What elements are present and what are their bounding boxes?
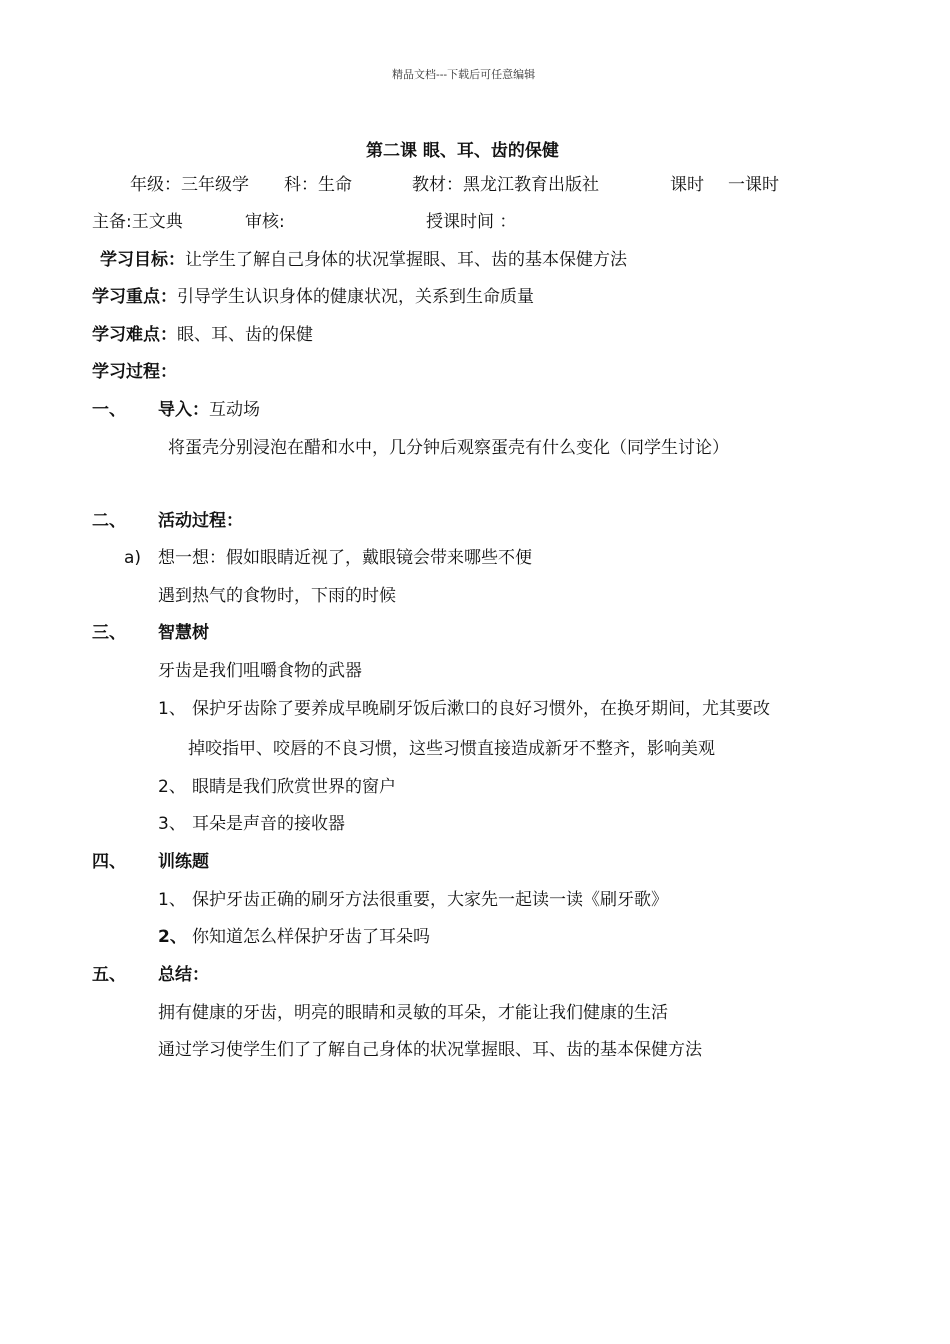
section-1-text: 将蛋壳分别浸泡在醋和水中，几分钟后观察蛋壳有什么变化（同学生讨论） — [168, 438, 729, 458]
section-3-item-1-text: 保护牙齿除了要养成早晚刷牙饭后漱口的良好习惯外，在换牙期间，尤其要改 — [192, 699, 770, 719]
key-text: 引导学生认识身体的健康状况，关系到生命质量 — [177, 287, 534, 307]
section-3-item-3-text: 耳朵是声音的接收器 — [192, 814, 345, 834]
section-1-label-rest: 互动场 — [209, 400, 260, 420]
subject-label: 科：生命 — [284, 175, 352, 195]
prep-teacher: 主备:王文典 — [92, 212, 183, 232]
section-1-heading — [158, 399, 260, 421]
section-3-item-2-mark: 2、 — [158, 777, 186, 797]
section-5-number: 五、 — [92, 965, 126, 985]
goal-line — [100, 249, 627, 271]
period-label: 课时 — [670, 175, 704, 195]
page-header: 精品文档---下载后可任意编辑 — [392, 68, 536, 81]
textbook-label: 教材：黑龙江教育出版社 — [412, 175, 599, 195]
key-line — [92, 286, 534, 308]
section-5-line-1: 拥有健康的牙齿，明亮的眼睛和灵敏的耳朵，才能让我们健康的生活 — [158, 1003, 668, 1023]
lesson-title: 第二课 眼、耳、齿的保健 — [366, 141, 559, 161]
section-3-intro: 牙齿是我们咀嚼食物的武器 — [158, 661, 362, 681]
section-5-line-2: 通过学习使学生们了了解自己身体的状况掌握眼、耳、齿的基本保健方法 — [158, 1040, 702, 1060]
section-3-item-1-mark: 1、 — [158, 699, 186, 719]
difficulty-text: 眼、耳、齿的保健 — [177, 325, 313, 345]
section-4-item-1-mark: 1、 — [158, 890, 186, 910]
section-4-item-2-text: 你知道怎么样保护牙齿了耳朵吗 — [192, 927, 430, 947]
section-5-label: 总结： — [158, 965, 209, 985]
goal-label: 学习目标： — [100, 250, 185, 270]
section-3-number: 三、 — [92, 623, 126, 643]
process-label: 学习过程： — [92, 362, 177, 382]
period-value: 一课时 — [728, 175, 779, 195]
section-3-item-2-text: 眼睛是我们欣赏世界的窗户 — [192, 777, 396, 797]
section-3-item-3-mark: 3、 — [158, 814, 186, 834]
section-4-item-1-text: 保护牙齿正确的刷牙方法很重要，大家先一起读一读《刷牙歌》 — [192, 890, 668, 910]
goal-text: 让学生了解自己身体的状况掌握眼、耳、齿的基本保健方法 — [185, 250, 627, 270]
section-2-item-continuation: 遇到热气的食物时，下雨的时候 — [158, 586, 396, 606]
section-4-number: 四、 — [92, 852, 126, 872]
key-label: 学习重点： — [92, 287, 177, 307]
class-time-label: 授课时间 ： — [426, 212, 517, 232]
section-4-label: 训练题 — [158, 852, 209, 872]
section-2-item-mark: a) — [124, 548, 142, 568]
grade-label: 年级：三年级学 — [130, 175, 249, 195]
section-1-number: 一、 — [92, 400, 126, 420]
difficulty-label: 学习难点： — [92, 325, 177, 345]
section-1-label: 导入： — [158, 400, 209, 420]
section-3-item-1-continuation: 掉咬指甲、咬唇的不良习惯，这些习惯直接造成新牙不整齐，影响美观 — [188, 739, 715, 759]
difficulty-line — [92, 324, 313, 346]
section-2-label: 活动过程： — [158, 511, 243, 531]
section-3-label: 智慧树 — [158, 623, 209, 643]
review-label: 审核: — [245, 212, 285, 232]
section-4-item-2-mark: 2、 — [158, 927, 187, 947]
section-2-item-text: 想一想：假如眼睛近视了，戴眼镜会带来哪些不便 — [158, 548, 532, 568]
section-2-number: 二、 — [92, 511, 126, 531]
